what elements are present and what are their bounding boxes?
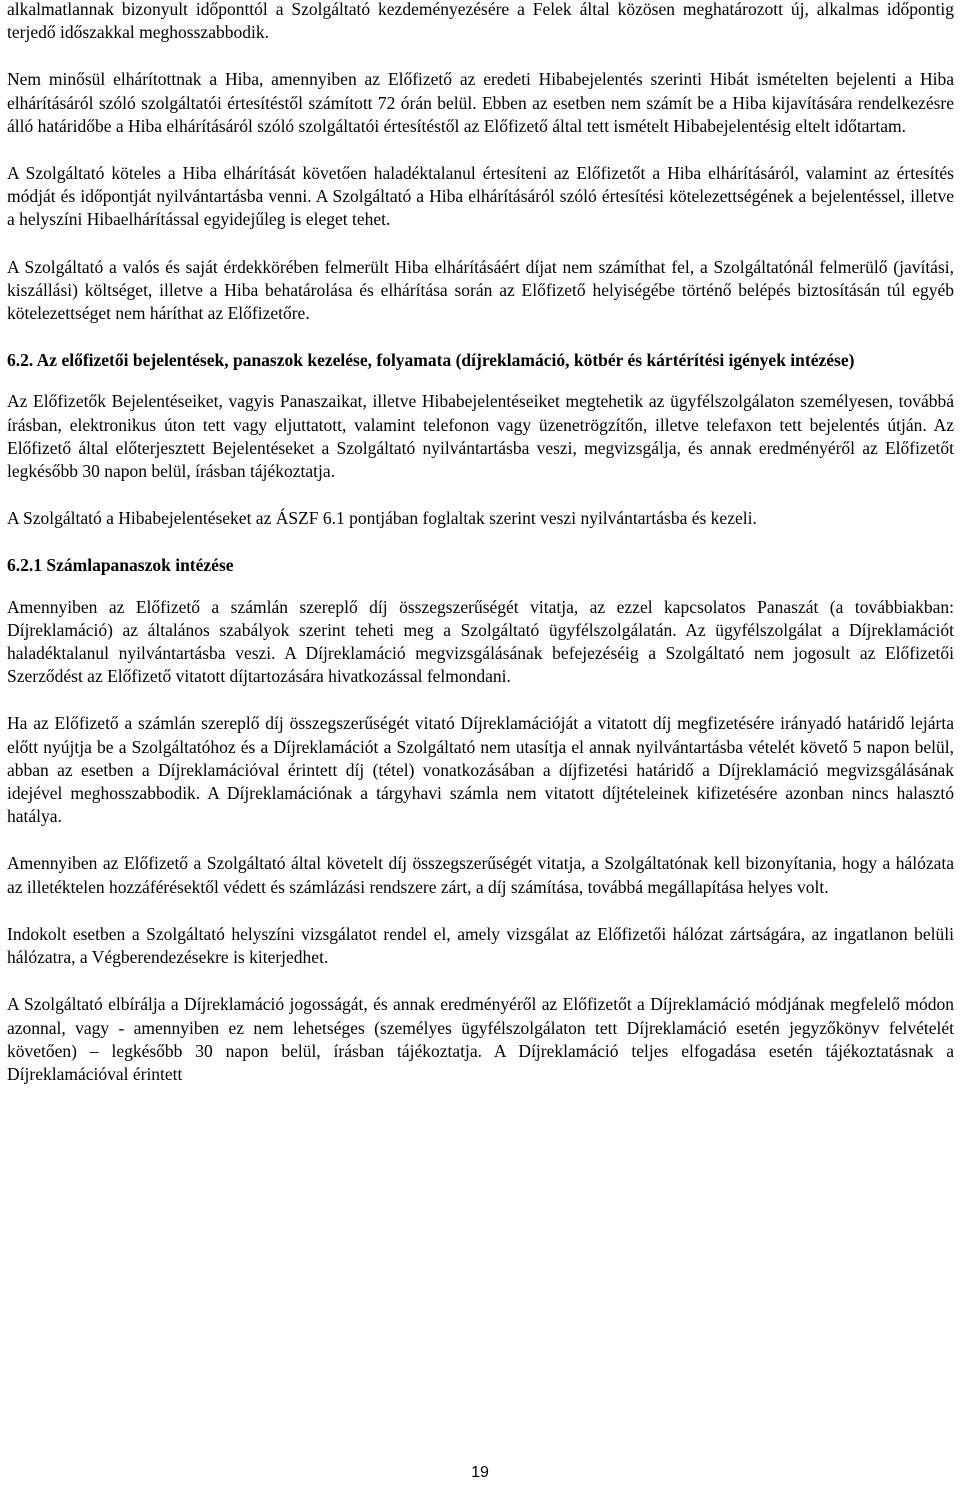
- paragraph-billing-complaint: Amennyiben az Előfizető a számlán szereplő díj összegszerűségét vitatja, az ezzel kapcsolatos Panaszát (a továbbiakban: Díjreklamáció) az általános szabályok szerint teheti meg a Szolgáltató ügyfélszolgálatán. Az ügyfélszolgálat a Díjreklamációt haladéktalanul nyilvántartásba veszi. A Díjreklamáció megvizsgálásának befejezéséig a Szolgáltató nem jogosult az Előfizetői Szerződést az Előfizető vitatott díjtartozására hivatkozással felmondani.: [7, 596, 954, 687]
- paragraph-evaluation: A Szolgáltató elbírálja a Díjreklamáció jogosságát, és annak eredményéről az Előfizetőt a Díjreklamáció módjának megfelelő módon azonnal, vagy - amennyiben ez nem lehetséges (személyes ügyfélszolgálaton tett Díjreklamáció esetén jegyzőkönyv felvételét követően) – legkésőbb 30 napon belül, írásban tájékoztatja. A Díjreklamáció teljes elfogadása esetén tájékoztatásnak a Díjreklamációval érintett: [7, 994, 954, 1084]
- paragraph-onsite-inspection: Indokolt esetben a Szolgáltató helyszíni vizsgálatot rendel el, amely vizsgálat az Előfizetői hálózat zártságára, az ingatlanon belüli hálózatra, a Végberendezésekre is kiterjedhet.: [7, 923, 954, 968]
- paragraph-fault-reports: A Szolgáltató a Hibabejelentéseket az ÁSZF 6.1 pontjában foglaltak szerint veszi nyilvántartásba és kezeli.: [7, 508, 757, 529]
- paragraph-not-resolved: Nem minősül elhárítottnak a Hiba, amennyiben az Előfizető az eredeti Hibabejelentés szerinti Hibát ismételten bejelenti a Hiba elhárításáról szóló szolgáltatói értesítéstől számított 72 órán belül. Ebben az esetben nem számít be a Hiba kijavítására rendelkezésre álló határidőbe a Hiba elhárításáról szóló szolgáltatói értesítéstől az Előfizető által tett ismételt Hibabejelentésig eltelt időtartam.: [7, 69, 954, 136]
- section-heading-6-2: 6.2. Az előfizetői bejelentések, panaszok kezelése, folyamata (díjreklamáció, kötbér és kártérítési igények intézése): [7, 350, 855, 371]
- paragraph-no-fee: A Szolgáltató a valós és saját érdekkörében felmerült Hiba elhárításáért díjat nem számíthat fel, a Szolgáltatónál felmerülő (javítási, kiszállási) költséget, illetve a Hiba behatárolása és elhárítása során az Előfizető helyiségébe történő belépés biztosításán túl egyéb kötelezettséget nem háríthat az Előfizetőre.: [7, 256, 954, 324]
- section-heading-6-2-1: 6.2.1 Számlapanaszok intézése: [7, 555, 234, 576]
- page-number: 19: [471, 1464, 489, 1481]
- paragraph-burden-of-proof: Amennyiben az Előfizető a Szolgáltató által követelt díj összegszerűségét vitatja, a Szolgáltatónak kell bizonyítania, hogy a hálózata az illetéktelen hozzáférésektől védett és számlázási rendszere zárt, a díj számítása, továbbá megállapítása helyes volt.: [7, 853, 954, 897]
- paragraph-submissions: Az Előfizetők Bejelentéseiket, vagyis Panaszaikat, illetve Hibabejelentéseiket megtehetik az ügyfélszolgálaton személyesen, továbbá írásban, elektronikus úton tett vagy eljuttatott, valamint telefonon vagy üzenetrögzítőn, illetve telefaxon tett bejelentés útján. Az Előfizető által előterjesztett Bejelentéseket a Szolgáltató nyilvántartásba veszi, megvizsgálja, és annak eredményéről az Előfizetőt legkésőbb 30 napon belül, írásban tájékoztatja.: [7, 391, 954, 482]
- document-body: [7, 0, 954, 1110]
- paragraph-deadline-extension: Ha az Előfizető a számlán szereplő díj összegszerűségét vitató Díjreklamációját a vitatott díj megfizetésére irányadó határidő lejárta előtt nyújtja be a Szolgáltatóhoz és a Díjreklamációt a Szolgáltató nem utasítja el annak nyilvántartásba vételét követő 5 napon belül, abban az esetben a Díjreklamációval érintett díj (tétel) vonatkozásában a díjfizetési határidő a Díjreklamáció megvizsgálásának idejével meghosszabbodik. A Díjreklamációnak a tárgyhavi számla nem vitatott díjtételeinek kifizetésére azonban nincs halasztó hatálya.: [7, 713, 954, 827]
- paragraph-extension-period: alkalmatlannak bizonyult időponttól a Szolgáltató kezdeményezésére a Felek által közösen meghatározott új, alkalmas időpontig terjedő időszakkal meghosszabbodik.: [7, 0, 954, 43]
- paragraph-notification-duty: A Szolgáltató köteles a Hiba elhárítását követően haladéktalanul értesíteni az Előfizetőt a Hiba elhárításáról, valamint az értesítés módját és időpontját nyilvántartásba venni. A Szolgáltató a Hiba elhárításáról szóló értesítési kötelezettségének a bejelentéssel, illetve a helyszíni Hibaelhárítással egyidejűleg is eleget tehet.: [7, 163, 954, 230]
